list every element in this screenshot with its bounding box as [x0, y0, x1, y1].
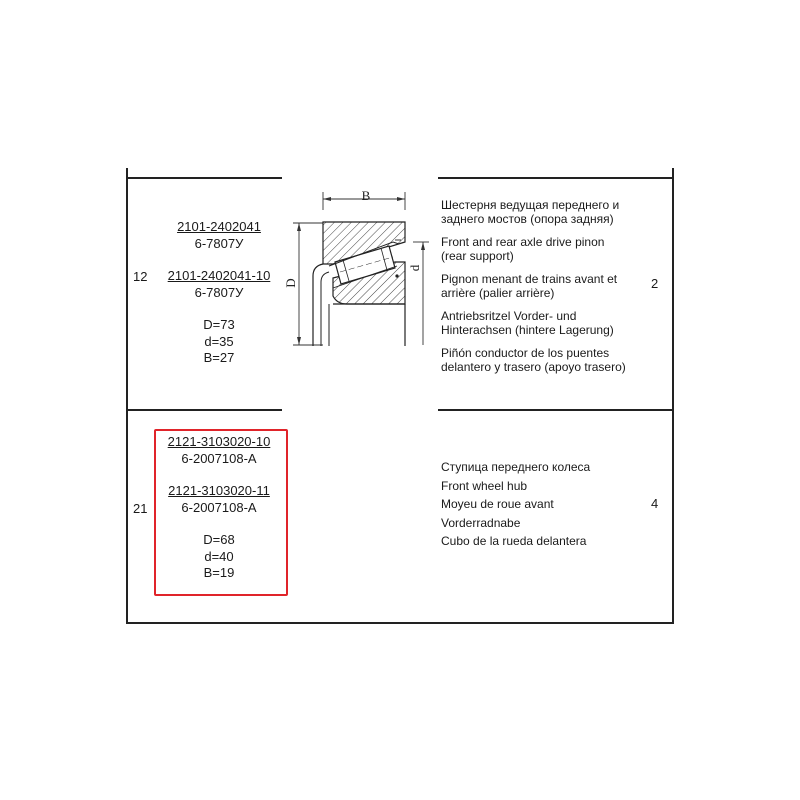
row-12-quantity: 2 — [651, 276, 659, 291]
row-12-index: 12 — [133, 269, 148, 284]
row-21-desc-en: Front wheel hub — [441, 478, 528, 493]
row-12-code-a: 6-7807У — [194, 235, 244, 251]
desc-line: Шестерня ведущая переднего и — [441, 198, 620, 212]
row-21-part-number-b: 2121-3103020-11 — [168, 483, 270, 498]
row-12-dim-d: d=35 — [204, 333, 234, 349]
row-12-dim-B: B=27 — [203, 350, 235, 365]
row-12-desc-fr — [441, 273, 669, 300]
row-21-desc-fr: Moyeu de roue avant — [441, 497, 554, 511]
row-21-quantity: 4 — [651, 496, 659, 511]
row-21-part-number-a: 2121-3103020-10 — [167, 434, 271, 449]
desc-line: delantero y trasero (apoyo trasero) — [441, 359, 626, 374]
row-21-dim-D: D=68 — [203, 532, 235, 547]
row-12-part-number-b: 2101-2402041-10 — [167, 268, 271, 283]
dimension-label-B: B — [361, 188, 371, 203]
row-12-desc-en — [441, 236, 669, 263]
row-12-desc-es — [441, 347, 669, 374]
row-12-part-number-a: 2101-2402041 — [177, 219, 261, 234]
table-top-border-right — [438, 177, 674, 179]
desc-line: Hinterachsen (hintere Lagerung) — [441, 322, 614, 337]
desc-line: arrière (palier arrière) — [441, 285, 555, 300]
row-21-description-list — [441, 458, 669, 551]
row-21-desc-de: Vorderradnabe — [441, 515, 521, 530]
desc-line: (rear support) — [441, 248, 514, 263]
row-21-dim-B: B=19 — [203, 565, 235, 580]
desc-line: Front and rear axle drive pinon — [441, 235, 605, 249]
row-12-code-b: 6-7807У — [194, 284, 244, 300]
row-divider-right — [438, 409, 674, 411]
table-left-border — [126, 168, 128, 623]
row-divider-left — [126, 409, 282, 411]
row-12-dim-D: D=73 — [203, 317, 235, 332]
dimension-label-d: d — [407, 264, 422, 272]
row-12-description-list — [441, 199, 669, 374]
row-21-code-a: 6-2007108-А — [181, 450, 257, 466]
desc-line: Pignon menant de trains avant et — [441, 272, 618, 286]
row-21-code-b: 6-2007108-А — [181, 499, 257, 515]
row-21-dim-d: d=40 — [204, 548, 234, 564]
row-12-desc-ru — [441, 199, 669, 226]
row-21-index: 21 — [133, 501, 148, 516]
row-12-spec-block — [150, 219, 288, 367]
table-top-border-left — [126, 177, 282, 179]
desc-line: заднего мостов (опора задняя) — [441, 211, 614, 226]
row-21-spec-block — [150, 434, 288, 582]
dimension-label-D: D — [283, 278, 298, 288]
tapered-roller-bearing-drawing — [283, 180, 433, 360]
desc-line: Antriebsritzel Vorder- und — [441, 309, 577, 323]
row-21-desc-es: Cubo de la rueda delantera — [441, 534, 587, 548]
desc-line: Piñón conductor de los puentes — [441, 346, 610, 360]
row-21-desc-ru: Ступица переднего колеса — [441, 460, 591, 474]
row-12-desc-de — [441, 310, 669, 337]
table-bottom-border — [126, 622, 674, 624]
table-right-border — [672, 168, 674, 623]
